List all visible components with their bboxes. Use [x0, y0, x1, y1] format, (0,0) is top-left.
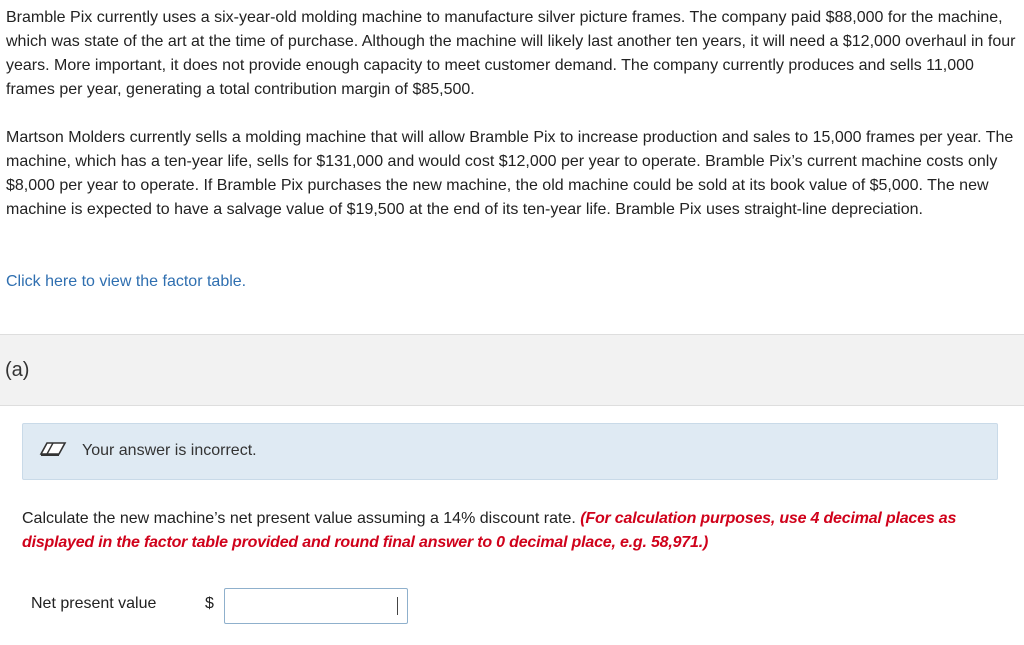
currency-symbol: $	[205, 595, 214, 612]
question	[22, 507, 1012, 555]
npv-input[interactable]	[224, 588, 408, 624]
problem-statement	[6, 6, 1016, 222]
part-label: (a)	[5, 359, 30, 381]
npv-label: Net present value	[31, 595, 157, 612]
pencil-eraser-icon	[39, 440, 67, 460]
factor-table-link[interactable]: Click here to view the factor table.	[6, 273, 247, 290]
problem-paragraph-1: Bramble Pix currently uses a six-year-old molding machine to manufacture silver picture frames. The company paid $88,000 for the machine, which was state of the art at the time of purchase. Although the machine will likely last another ten years, it will need a $12,000 overhaul in four years. More important, it does not provide enough capacity to meet customer demand. The company currently produces and sells 11,000 frames per year, generating a total contribution margin of $85,500.	[6, 9, 1016, 98]
part-header	[0, 334, 1024, 406]
problem-paragraph-2: Martson Molders currently sells a molding machine that will allow Bramble Pix to increase production and sales to 15,000 frames per year. The machine, which has a ten-year life, sells for $131,000 and would cost $12,000 per year to operate. Bramble Pix’s current machine costs only $8,000 per year to operate. If Bramble Pix purchases the new machine, the old machine could be sold at its book value of $5,000. The new machine is expected to have a salvage value of $19,500 at the end of its ten-year life. Bramble Pix uses straight-line depreciation.	[6, 129, 1014, 218]
text-cursor	[397, 597, 398, 615]
question-instruction: (For calculation purposes, use 4 decimal places as displayed in the factor table provided and round final answer to 0 decimal place, e.g. 58,971.)	[22, 510, 957, 551]
feedback-banner	[22, 423, 998, 480]
feedback-text: Your answer is incorrect.	[82, 442, 257, 459]
question-text: Calculate the new machine’s net present value assuming a 14% discount rate.	[22, 510, 581, 527]
